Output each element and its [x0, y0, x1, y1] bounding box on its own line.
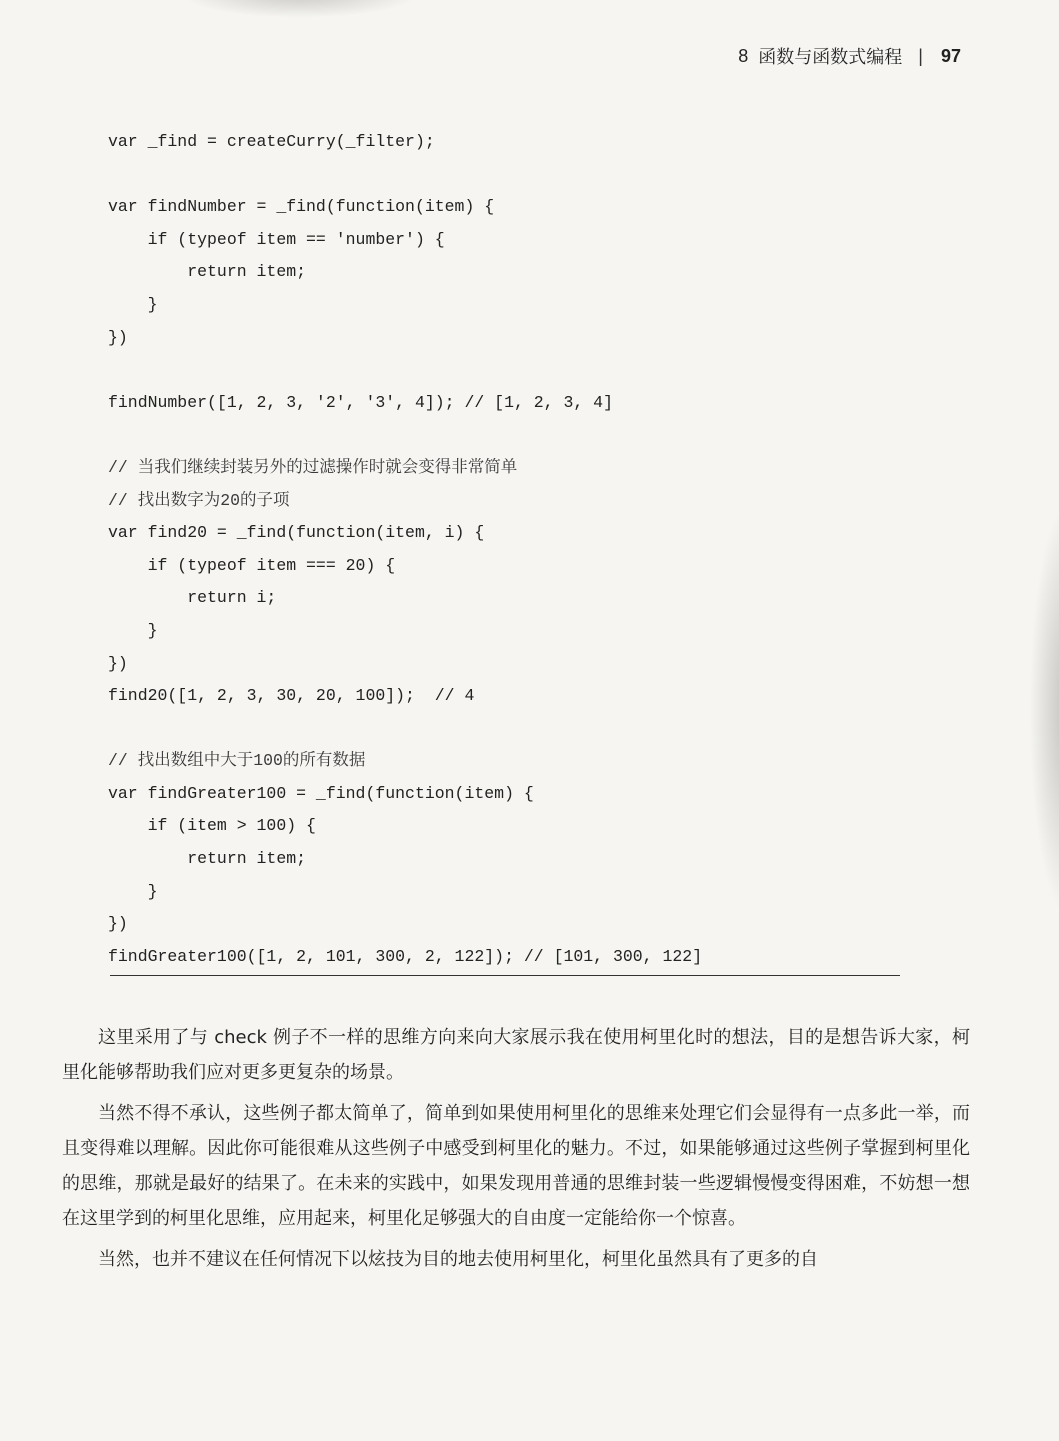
code-line: // 找出数字为20的子项 [108, 490, 290, 510]
code-line: } [108, 294, 158, 314]
body-text [62, 1020, 970, 1283]
code-listing [108, 126, 900, 973]
code-line [108, 713, 900, 746]
code-line [108, 419, 900, 452]
code-line: var find20 = _find(function(item, i) { [108, 523, 485, 543]
code-line: // 当我们继续封装另外的过滤操作时就会变得非常简单 [108, 457, 518, 477]
page-number: 97 [940, 45, 961, 66]
code-line: return i; [108, 588, 277, 608]
code-line: } [108, 620, 158, 640]
page-edge-shadow [1029, 500, 1059, 920]
code-line: var findNumber = _find(function(item) { [108, 197, 495, 217]
code-line [108, 159, 900, 192]
paragraph: 当然，也并不建议在任何情况下以炫技为目的地去使用柯里化，柯里化虽然具有了更多的自 [98, 1249, 818, 1270]
header-separator: | [918, 45, 923, 66]
code-line: findNumber([1, 2, 3, '2', '3', 4]); // [1, 2, 3, 4] [108, 392, 613, 412]
code-line: }) [108, 327, 128, 347]
code-line: if (typeof item === 20) { [108, 555, 396, 575]
code-line: return item; [108, 262, 307, 282]
code-line: var findGreater100 = _find(function(item) { [108, 783, 534, 803]
code-line [108, 354, 900, 387]
paragraph: 这里采用了与 check 例子不一样的思维方向来向大家展示我在使用柯里化时的想法，目的是想告诉大家，柯里化能够帮助我们应对更多更复杂的场景。 [62, 1027, 970, 1083]
code-line: return item; [108, 849, 307, 869]
code-line: if (item > 100) { [108, 816, 316, 836]
chapter-title: 函数与函数式编程 [758, 47, 903, 67]
code-bottom-rule [110, 975, 900, 976]
code-line: find20([1, 2, 3, 30, 20, 100]); // 4 [108, 686, 475, 706]
chapter-number: 8 [738, 45, 749, 66]
code-line: // 找出数组中大于100的所有数据 [108, 751, 366, 771]
code-line: var _find = createCurry(_filter); [108, 132, 435, 151]
code-line: }) [108, 914, 128, 934]
running-head [738, 43, 961, 69]
code-line: } [108, 881, 158, 901]
paragraph: 当然不得不承认，这些例子都太简单了，简单到如果使用柯里化的思维来处理它们会显得有一点多此一举，而且变得难以理解。因此你可能很难从这些例子中感受到柯里化的魅力。不过，如果能够通过这些例子掌握到柯里化的思维，那就是最好的结果了。在未来的实践中，如果发现用普通的思维封装一些逻辑慢慢变得困难，不妨想一想在这里学到的柯里化思维，应用起来，柯里化足够强大的自由度一定能给你一个惊喜。 [62, 1103, 970, 1229]
code-line: findGreater100([1, 2, 101, 300, 2, 122]); // [101, 300, 122] [108, 946, 703, 966]
page-top-shadow [180, 0, 420, 18]
code-line: }) [108, 653, 128, 673]
code-line: if (typeof item == 'number') { [108, 229, 445, 249]
